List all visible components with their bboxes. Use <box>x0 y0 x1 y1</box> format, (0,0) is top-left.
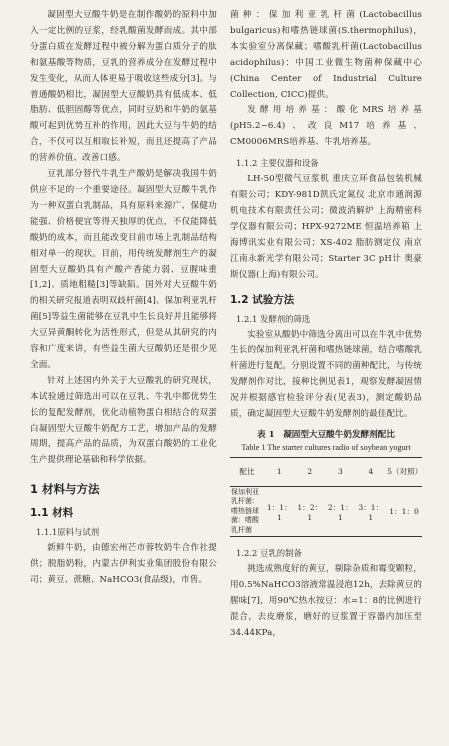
instruments-paragraph: LH-50型微气豆浆机 重庆立环食品包装机械有限公司；KDY-981D凯氏定氮仪 北京市通润源机电技术有限责任公司；微波消解炉 上海精密科学仪器有限公司；HPX-9272ME 恒温培养箱 上海博讯实业有限公司；XS-402 脂肪测定仪 南京江南永新光学有限公司；Starter 3C pH计 奥豪斯仪器(上海)有限公司。 <box>230 174 422 280</box>
table-cell: 2：1：1 <box>327 502 353 522</box>
table-title-english: Table 1 The starter cultures radio of soybean yogurt <box>241 442 411 452</box>
table-cell: 1：1：1 <box>266 502 292 522</box>
table-header-cell: 配比 <box>239 467 255 477</box>
subsection-heading-materials: 1.1 材料 <box>30 507 74 520</box>
table-header-cell: 4 <box>368 467 374 477</box>
subsubsection-heading-soymilk-prep: 1.2.2 豆乳的制备 <box>236 548 302 559</box>
subsection-heading-methods: 1.2 试验方法 <box>230 293 295 306</box>
subsubsection-heading-raw-materials: 1.1.1原料与试剂 <box>36 527 100 538</box>
starter-ratio-table <box>230 457 422 538</box>
intro-paragraph-1: 凝固型大豆酸牛奶是在制作酸奶的原料中加入一定比例的豆浆，经乳酸菌发酵而成。其中部分蛋白质在发酵过程中被分解为蛋白质分子的肽和氨基酸等物质，豆乳的营养成分在发酵过程中发生变化，从而人体更易于吸收这些成分[3]。与普通酸奶相比，凝固型大豆酸奶具有低成本、低脂肪、低胆固醇等优点，同时豆奶和牛奶的氨基酸可起到优势互补的作用，因此大豆与牛奶的结合，不仅可以互相取长补短，而且还提高了产品的营养价值、改善口感。 <box>30 10 217 164</box>
table-header-cell: 2 <box>307 467 313 477</box>
media-paragraph: 发酵用培养基：酸化MRS培养基(pH5.2~6.4)、改良M17培养基、CM0006MRS培养基、牛乳培养基。 <box>230 105 422 148</box>
left-column <box>30 8 217 589</box>
table-header-cell: 1 <box>276 467 282 477</box>
table-header-cell: 3 <box>337 467 343 477</box>
table-cell: 1：2：1 <box>297 502 323 522</box>
table-header-row <box>230 457 422 486</box>
strains-paragraph: 菌种：保加利亚乳杆菌(Lactobacillus bulgaricus)和嗜热链球菌(S.thermophilus)，本实验室分离保藏；嗜酸乳杆菌(Lactobacillus acidophilus)：中国工业微生物菌种保藏中心(China Center of Industrial Culture Collection, CICC)提供。 <box>230 10 422 100</box>
intro-paragraph-3: 针对上述国内外关于大豆酸乳的研究现状，本试验通过筛选出可以在豆乳、牛乳中都优势生长的复配发酵剂，优化动植物蛋白相结合的双蛋白凝固型大豆酸牛奶配方工艺，增加产品的发酵周期，提高产品的品质，为双蛋白酸奶的工业化生产提供理论基础和科学依据。 <box>30 375 217 466</box>
table-row-label: 保加利亚乳杆菌：嗜热链球菌：嗜酸乳杆菌 <box>231 487 259 534</box>
right-column <box>230 8 422 642</box>
subsubsection-heading-instruments: 1.1.2 主要仪器和设备 <box>236 158 319 169</box>
subsubsection-heading-starter-screening: 1.2.1 发酵剂的筛选 <box>236 313 311 324</box>
intro-paragraph-2: 豆乳部分替代牛乳生产酸奶是解决我国牛奶供应不足的一个重要途径。凝固型大豆酸牛乳作为一种双蛋白乳制品，具有原料来源广、保健功能强、价格便宜等得天独厚的优点，不仅能降低酸奶的成本，而且能改变目前市场上乳制品结构相对单一的现状。目前，用传统发酵剂生产的凝固型大豆酸奶具有产酸产香能力弱、豆腥味重[1,2]、质地粗糙[3]等缺陷。国外对大豆酸牛奶的相关研究报道表明双歧杆菌[4]、保加利亚乳杆菌[5]等益生菌能够在豆乳中生长良好并且能够将大豆异黄酮转化为活性形式，但是从其研究的内容和广度来讲，有些益生菌大豆酸奶还是很少见全面。 <box>30 169 217 370</box>
table-title: 表 1 凝固型大豆酸牛奶发酵剂配比 <box>257 429 395 440</box>
soymilk-prep-paragraph: 挑选成熟度好的黄豆，剔除杂质和霉变颗粒，用0.5%NaHCO3溶液常温浸泡12h，去除黄豆的腥味[7]，用90℃热水按豆：水=1：8的比例进行混合，去皮磨浆，磨好的豆浆置于容器内加压至34.44KPa， <box>230 564 422 639</box>
table-cell: 3：1：1 <box>358 502 384 522</box>
table-cell: 1：1：0 <box>389 507 419 517</box>
section-heading-materials-methods: 1 材料与方法 <box>30 482 100 497</box>
table-row <box>230 486 422 537</box>
starter-screening-paragraph: 实验室从酸奶中筛选分离出可以在牛乳中优势生长的保加利亚乳杆菌和嗜热链球菌，结合嗜酸乳杆菌进行复配。分别设置不同的菌种配比，与传统发酵剂作对比，接种比例见表1，观察发酵凝固情况并根据感官检验评分表(见表3)，测定酸奶品质，确定凝固型大豆酸牛奶发酵剂的最佳配比。 <box>230 329 422 420</box>
table-header-cell: 5（对照） <box>387 467 423 477</box>
raw-materials-paragraph: 新鲜牛奶，由德宏州芒市蓉牧奶牛合作社提供；脱脂奶粉，内蒙古伊利实业集团股份有限公司；黄豆、蔗糖、NaHCO3(食品级)，市售。 <box>30 543 217 586</box>
